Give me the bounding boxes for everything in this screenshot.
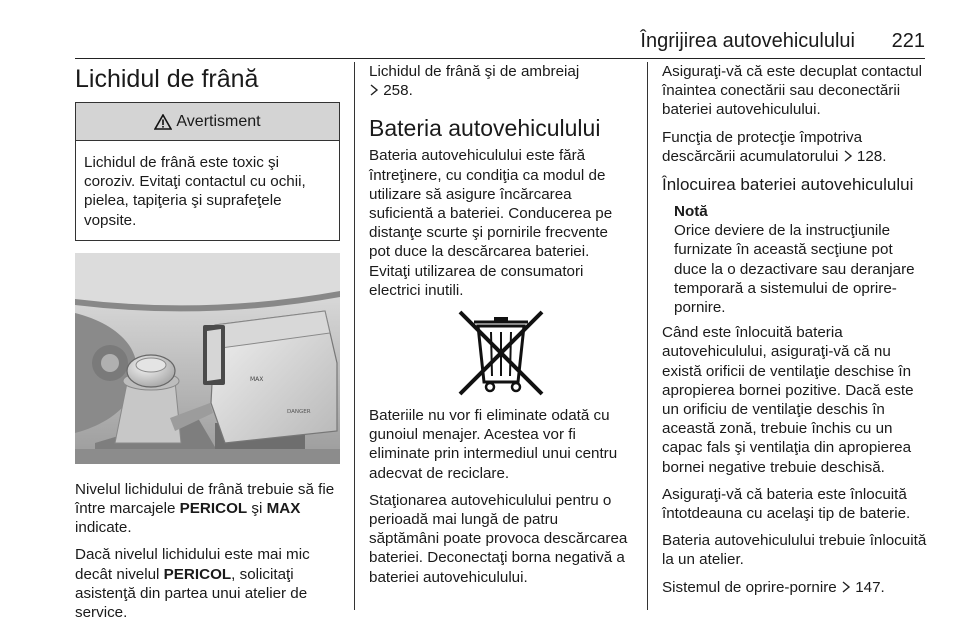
brake-low-paragraph [75,545,340,622]
section-heading-brake-fluid: Lichidul de frână [75,65,259,93]
warning-triangle-icon [154,114,172,130]
text-run: şi [247,500,267,518]
header-rule [75,58,925,59]
section-heading-battery: Bateria autovehiculului [369,115,601,142]
warning-header [76,103,339,141]
note-title: Notă [674,203,708,221]
column-middle [369,62,632,595]
note-box [674,202,927,317]
stop-start-reference-paragraph [662,578,927,597]
reference-page[interactable]: 128. [856,147,887,165]
column-divider [647,62,648,610]
discharge-protection-paragraph [662,128,927,166]
marker-pericol: PERICOL [179,500,248,518]
text-run: Sistemul de oprire-pornire [662,578,837,596]
text-run: Nivelul lichidului de frână trebuie să fie între marcajele [75,480,335,518]
brake-level-paragraph [75,480,340,538]
reference-text: Lichidul de frână şi de ambreiaj [369,63,580,80]
marker-pericol: PERICOL [163,565,232,583]
brake-fluid-reservoir-photo [75,253,340,464]
marker-max: MAX [266,500,301,518]
battery-intro-paragraph: Bateria autovehiculului este fără întreţinere, cu condiţia ca modul de utilizare să asigure încărcarea suficientă a bateriei. Conducerea pe distanţe scurte şi pornirile frecvente pot duce la descărcarea bateriei. Evitaţi utilizarea de consumatori electrici inutili. [369,147,613,299]
text-run: indicate. [75,519,132,537]
vent-holes-paragraph: Când este înlocuită bateria autovehiculului, asiguraţi-vă că nu există orificii de ventilaţie deschise în apropierea bornei pozitive. Dacă este un orificiu de ventilaţie deschis în această zonă, trebuie închis cu un capac fals şi ventilaţia din apropierea bornei negative trebuie deschisă. [662,324,914,476]
section-heading-battery-replacement: Înlocuirea bateriei autovehiculului [662,175,914,195]
battery-parking-paragraph: Staţionarea autovehiculului pentru o perioadă mai lungă de patru săptămâni poate provoca descărcarea bateriei. Deconectaţi borna negativă a bateriei autovehiculului. [369,491,628,586]
warning-box [75,102,340,241]
cross-reference-clutch [369,62,632,100]
page-reference-arrow-icon [369,84,379,96]
photo-label-danger: DANGER [287,408,311,415]
text-run: Dacă nivelul lichidului este mai mic decât nivelul [75,546,310,583]
text-run: Funcţia de protecţie împotriva descărcării acumulatorului [662,128,863,165]
warning-title: Avertisment [176,112,261,130]
crossed-out-bin-icon [446,308,556,398]
text-run: , solicitaţi asistenţă din partea unui atelier de service. [75,565,308,622]
column-left [75,62,340,630]
page-reference-arrow-icon [843,150,853,162]
battery-disposal-paragraph: Bateriile nu vor fi eliminate odată cu gunoiul menajer. Acestea vor fi eliminate prin intermediul unui centru adecvat de reciclare. [369,407,618,482]
page-reference-arrow-icon [841,581,851,593]
header-title: Îngrijirea autovehiculului [640,30,855,52]
note-text: Orice deviere de la instrucţiunile furnizate în această secţiune pot duce la o dezactivare sau deranjare temporară a sistemului de oprire-pornire. [674,222,915,317]
same-type-paragraph: Asiguraţi-vă că bateria este înlocuită întotdeauna cu acelaşi tip de baterie. [662,485,911,523]
reference-page[interactable]: 258. [383,82,413,100]
page-number: 221 [891,30,925,52]
page-header [75,22,925,52]
warning-text: Lichidul de frână este toxic şi coroziv. Evitaţi contactul cu ochii, pielea, tapiţeria şi suprafeţele vopsite. [84,154,306,229]
reference-page[interactable]: 147. [855,578,885,596]
workshop-paragraph: Bateria autovehiculului trebuie înlocuită la un atelier. [662,532,927,569]
column-right [662,62,927,605]
ignition-off-paragraph: Asiguraţi-vă că este decuplat contactul înaintea conectării sau deconectării bateriei autovehiculului. [662,63,923,119]
column-divider [354,62,355,610]
photo-label-max: MAX [250,375,264,383]
